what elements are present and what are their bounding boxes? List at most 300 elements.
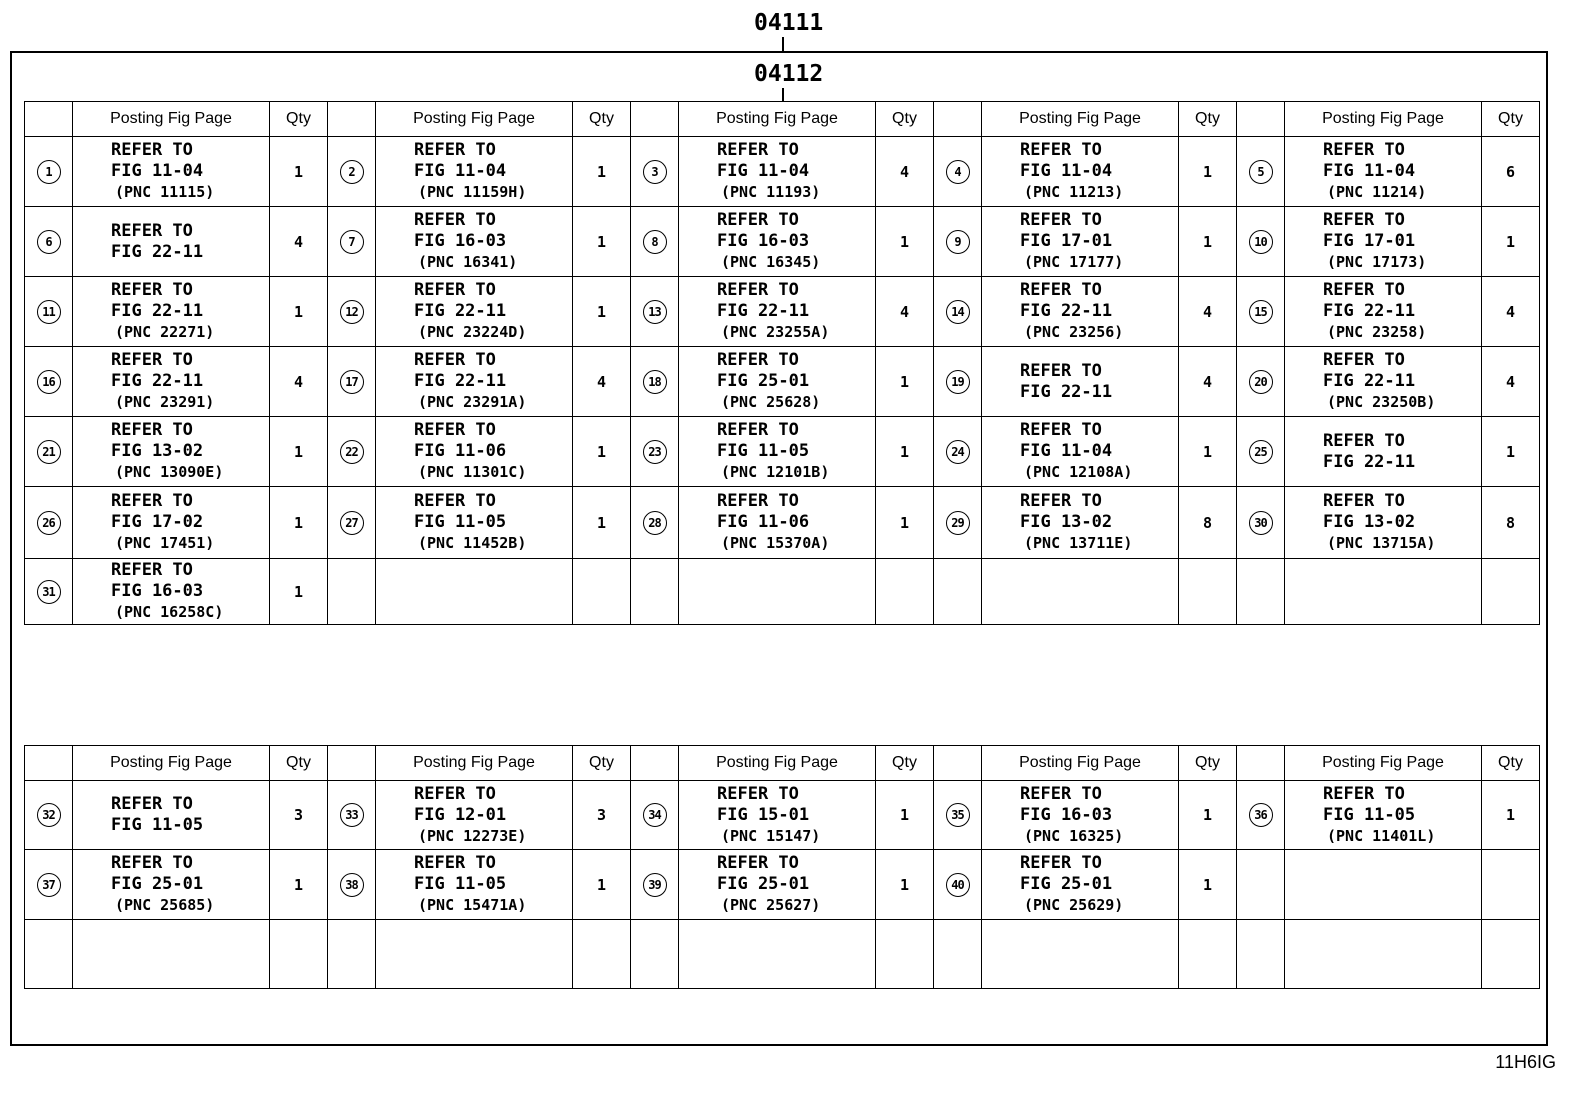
header-qty: Qty [270, 102, 328, 137]
refer-to-label: REFER TO [1020, 420, 1102, 440]
item-number-cell [1237, 417, 1285, 487]
refer-to-label: REFER TO [111, 794, 193, 814]
quantity-cell: 1 [876, 781, 934, 850]
header-posting-fig-page: Posting Fig Page [376, 746, 573, 781]
item-number-badge: 11 [37, 300, 61, 324]
pnc-reference: (PNC 17177) [1024, 253, 1124, 271]
figure-reference: FIG 11-05 [414, 874, 507, 894]
item-number-badge: 18 [643, 370, 667, 394]
header-index-cell [631, 746, 679, 781]
figure-reference: FIG 17-02 [111, 512, 204, 532]
quantity-cell: 4 [1179, 347, 1237, 417]
header-index-cell [631, 102, 679, 137]
quantity-cell [1482, 850, 1540, 920]
figure-reference: FIG 22-11 [1323, 451, 1416, 472]
quantity-cell: 1 [573, 417, 631, 487]
item-number-cell [631, 487, 679, 559]
header-qty: Qty [1482, 746, 1540, 781]
refer-to-label: REFER TO [1020, 360, 1102, 381]
posting-reference-cell [1285, 850, 1482, 920]
figure-reference: FIG 16-03 [111, 581, 204, 601]
item-number-badge: 39 [643, 873, 667, 897]
refer-to-label: REFER TO [1323, 350, 1405, 370]
table-row [25, 347, 1540, 417]
figure-reference: FIG 25-01 [717, 371, 810, 391]
item-number-cell [1237, 277, 1285, 347]
posting-reference-cell [982, 781, 1179, 850]
item-number-cell [1237, 559, 1285, 625]
item-number-cell [631, 920, 679, 989]
item-number-badge: 29 [946, 511, 970, 535]
posting-reference-cell [679, 277, 876, 347]
refer-to-label: REFER TO [414, 140, 496, 160]
header-posting-fig-page: Posting Fig Page [982, 102, 1179, 137]
posting-reference-cell [376, 920, 573, 989]
posting-reference-cell [376, 781, 573, 850]
figure-reference: FIG 16-03 [414, 231, 507, 251]
header-row [25, 102, 1540, 137]
item-number-cell [934, 487, 982, 559]
table-row [25, 559, 1540, 625]
item-number-cell [1237, 347, 1285, 417]
figure-reference: FIG 11-05 [414, 512, 507, 532]
item-number-cell [328, 850, 376, 920]
table-row [25, 417, 1540, 487]
figure-reference: FIG 11-04 [111, 161, 204, 181]
figure-reference: FIG 11-05 [717, 441, 810, 461]
posting-reference-cell [982, 417, 1179, 487]
quantity-cell: 1 [1482, 207, 1540, 277]
quantity-cell: 4 [1482, 347, 1540, 417]
figure-reference: FIG 16-03 [717, 231, 810, 251]
figure-reference: FIG 22-11 [1323, 301, 1416, 321]
item-number-cell [328, 781, 376, 850]
refer-to-label: REFER TO [1323, 491, 1405, 511]
posting-reference-cell [982, 487, 1179, 559]
refer-to-label: REFER TO [717, 491, 799, 511]
refer-to-label: REFER TO [414, 853, 496, 873]
item-number-badge: 10 [1249, 230, 1273, 254]
posting-reference-cell [1285, 559, 1482, 625]
quantity-cell [573, 559, 631, 625]
figure-reference: FIG 11-05 [1323, 804, 1416, 825]
quantity-cell: 1 [876, 487, 934, 559]
posting-reference-cell [73, 850, 270, 920]
posting-reference-cell [679, 559, 876, 625]
item-number-cell [25, 559, 73, 625]
posting-reference-cell [1285, 920, 1482, 989]
pnc-reference: (PNC 15147) [721, 826, 821, 845]
item-number-cell [328, 417, 376, 487]
header-posting-fig-page: Posting Fig Page [73, 102, 270, 137]
item-number-cell [25, 277, 73, 347]
refer-to-label: REFER TO [1020, 783, 1102, 804]
item-number-cell [631, 850, 679, 920]
quantity-cell: 1 [1179, 781, 1237, 850]
posting-reference-cell [679, 347, 876, 417]
posting-reference-cell [73, 137, 270, 207]
figure-reference: FIG 11-04 [1020, 441, 1113, 461]
figure-reference: FIG 11-06 [414, 441, 507, 461]
posting-reference-cell [376, 850, 573, 920]
posting-reference-cell [1285, 207, 1482, 277]
quantity-cell: 1 [1179, 137, 1237, 207]
quantity-cell: 1 [876, 850, 934, 920]
refer-to-label: REFER TO [414, 210, 496, 230]
item-number-badge: 20 [1249, 370, 1273, 394]
quantity-cell: 4 [1179, 277, 1237, 347]
item-number-cell [25, 207, 73, 277]
pnc-reference: (PNC 23258) [1327, 323, 1427, 341]
quantity-cell: 8 [1482, 487, 1540, 559]
quantity-cell: 1 [1179, 850, 1237, 920]
pnc-reference: (PNC 17173) [1327, 253, 1427, 271]
pnc-reference: (PNC 22271) [115, 323, 215, 341]
posting-reference-cell [679, 781, 876, 850]
posting-reference-cell [982, 277, 1179, 347]
posting-reference-cell [73, 207, 270, 277]
table-row [25, 781, 1540, 850]
item-number-badge: 33 [340, 803, 364, 827]
quantity-cell [573, 920, 631, 989]
refer-to-label: REFER TO [111, 853, 193, 873]
item-number-cell [1237, 137, 1285, 207]
figure-reference: FIG 12-01 [414, 804, 507, 825]
posting-reference-cell [376, 559, 573, 625]
top-assembly-code: 04111 [754, 10, 824, 36]
item-number-badge: 17 [340, 370, 364, 394]
header-posting-fig-page: Posting Fig Page [1285, 746, 1482, 781]
item-number-cell [25, 417, 73, 487]
table-row [25, 850, 1540, 920]
refer-to-label: REFER TO [1323, 280, 1405, 300]
refer-to-label: REFER TO [111, 350, 193, 370]
pnc-reference: (PNC 25629) [1024, 896, 1124, 914]
pnc-reference: (PNC 23291A) [418, 393, 527, 411]
posting-reference-cell [982, 207, 1179, 277]
refer-to-label: REFER TO [1323, 210, 1405, 230]
reference-table-upper [24, 101, 1540, 625]
item-number-cell [25, 347, 73, 417]
figure-reference: FIG 22-11 [717, 301, 810, 321]
refer-to-label: REFER TO [717, 140, 799, 160]
refer-to-label: REFER TO [1323, 430, 1405, 451]
figure-reference: FIG 11-05 [111, 815, 204, 835]
posting-reference-cell [376, 137, 573, 207]
posting-reference-cell [1285, 137, 1482, 207]
quantity-cell: 1 [270, 277, 328, 347]
table-row [25, 277, 1540, 347]
refer-to-label: REFER TO [1020, 853, 1102, 873]
table-row [25, 487, 1540, 559]
pnc-reference: (PNC 11115) [115, 183, 215, 201]
quantity-cell: 8 [1179, 487, 1237, 559]
item-number-badge: 5 [1249, 160, 1273, 184]
refer-to-label: REFER TO [1323, 783, 1405, 804]
quantity-cell: 3 [270, 781, 328, 850]
figure-reference: FIG 17-01 [1020, 231, 1113, 251]
posting-reference-cell [679, 920, 876, 989]
header-index-cell [1237, 746, 1285, 781]
item-number-cell [934, 920, 982, 989]
pnc-reference: (PNC 25685) [115, 896, 215, 914]
item-number-cell [631, 277, 679, 347]
quantity-cell: 1 [270, 487, 328, 559]
posting-reference-cell [73, 559, 270, 625]
quantity-cell: 1 [1482, 781, 1540, 850]
pnc-reference: (PNC 23250B) [1327, 393, 1436, 411]
pnc-reference: (PNC 25627) [721, 896, 821, 914]
refer-to-label: REFER TO [1020, 140, 1102, 160]
figure-reference: FIG 22-11 [111, 371, 204, 391]
quantity-cell: 1 [1179, 207, 1237, 277]
top-connector-line [782, 37, 784, 51]
posting-reference-cell [982, 137, 1179, 207]
quantity-cell: 3 [573, 781, 631, 850]
item-number-badge: 24 [946, 440, 970, 464]
pnc-reference: (PNC 23224D) [418, 323, 527, 341]
item-number-cell [25, 137, 73, 207]
item-number-cell [631, 781, 679, 850]
item-number-badge: 6 [37, 230, 61, 254]
refer-to-label: REFER TO [414, 280, 496, 300]
header-qty: Qty [573, 102, 631, 137]
item-number-badge: 34 [643, 803, 667, 827]
item-number-cell [25, 487, 73, 559]
figure-reference: FIG 25-01 [717, 874, 810, 894]
item-number-cell [631, 559, 679, 625]
item-number-badge: 1 [37, 160, 61, 184]
figure-reference: FIG 11-06 [717, 512, 810, 532]
pnc-reference: (PNC 11159H) [418, 183, 527, 201]
item-number-badge: 9 [946, 230, 970, 254]
item-number-cell [934, 417, 982, 487]
quantity-cell: 1 [270, 417, 328, 487]
refer-to-label: REFER TO [717, 420, 799, 440]
pnc-reference: (PNC 12101B) [721, 463, 830, 481]
item-number-badge: 38 [340, 873, 364, 897]
item-number-badge: 22 [340, 440, 364, 464]
posting-reference-cell [376, 207, 573, 277]
header-qty: Qty [1179, 746, 1237, 781]
posting-reference-cell [376, 417, 573, 487]
figure-reference: FIG 13-02 [1020, 512, 1113, 532]
inner-assembly-code: 04112 [754, 61, 824, 87]
item-number-cell [934, 347, 982, 417]
refer-to-label: REFER TO [111, 280, 193, 300]
refer-to-label: REFER TO [717, 783, 799, 804]
quantity-cell: 4 [876, 137, 934, 207]
item-number-cell [328, 920, 376, 989]
quantity-cell: 1 [270, 850, 328, 920]
posting-reference-cell [376, 277, 573, 347]
refer-to-label: REFER TO [717, 350, 799, 370]
posting-reference-cell [1285, 487, 1482, 559]
quantity-cell: 4 [1482, 277, 1540, 347]
quantity-cell: 6 [1482, 137, 1540, 207]
item-number-badge: 4 [946, 160, 970, 184]
refer-to-label: REFER TO [111, 560, 193, 580]
item-number-badge: 8 [643, 230, 667, 254]
quantity-cell [1179, 559, 1237, 625]
posting-reference-cell [376, 347, 573, 417]
figure-reference: FIG 11-04 [414, 161, 507, 181]
quantity-cell [1482, 920, 1540, 989]
figure-reference: FIG 22-11 [111, 301, 204, 321]
pnc-reference: (PNC 25628) [721, 393, 821, 411]
item-number-cell [25, 850, 73, 920]
refer-to-label: REFER TO [717, 280, 799, 300]
header-qty: Qty [573, 746, 631, 781]
header-index-cell [934, 746, 982, 781]
item-number-cell [328, 487, 376, 559]
header-index-cell [25, 746, 73, 781]
posting-reference-cell [73, 417, 270, 487]
quantity-cell: 1 [876, 347, 934, 417]
pnc-reference: (PNC 11214) [1327, 183, 1427, 201]
item-number-cell [328, 207, 376, 277]
figure-reference: FIG 22-11 [1323, 371, 1416, 391]
quantity-cell: 4 [270, 207, 328, 277]
quantity-cell: 1 [876, 207, 934, 277]
refer-to-label: REFER TO [717, 210, 799, 230]
quantity-cell: 1 [270, 137, 328, 207]
table-row [25, 137, 1540, 207]
quantity-cell: 1 [573, 207, 631, 277]
item-number-badge: 28 [643, 511, 667, 535]
pnc-reference: (PNC 13090E) [115, 463, 224, 481]
figure-reference: FIG 22-11 [414, 301, 507, 321]
header-row [25, 746, 1540, 781]
header-qty: Qty [1179, 102, 1237, 137]
item-number-cell [1237, 781, 1285, 850]
figure-reference: FIG 16-03 [1020, 804, 1113, 825]
figure-reference: FIG 22-11 [111, 241, 204, 262]
refer-to-label: REFER TO [111, 140, 193, 160]
posting-reference-cell [679, 487, 876, 559]
item-number-cell [934, 277, 982, 347]
table-row [25, 207, 1540, 277]
quantity-cell: 4 [270, 347, 328, 417]
pnc-reference: (PNC 12273E) [418, 826, 527, 845]
item-number-badge: 30 [1249, 511, 1273, 535]
quantity-cell [1179, 920, 1237, 989]
quantity-cell [270, 920, 328, 989]
item-number-badge: 36 [1249, 803, 1273, 827]
header-posting-fig-page: Posting Fig Page [376, 102, 573, 137]
item-number-cell [934, 850, 982, 920]
item-number-cell [25, 781, 73, 850]
quantity-cell [1482, 559, 1540, 625]
refer-to-label: REFER TO [1323, 140, 1405, 160]
quantity-cell [876, 920, 934, 989]
posting-reference-cell [1285, 417, 1482, 487]
header-qty: Qty [1482, 102, 1540, 137]
header-posting-fig-page: Posting Fig Page [679, 746, 876, 781]
item-number-cell [631, 417, 679, 487]
item-number-badge: 16 [37, 370, 61, 394]
item-number-badge: 19 [946, 370, 970, 394]
posting-reference-cell [1285, 781, 1482, 850]
item-number-badge: 2 [340, 160, 364, 184]
item-number-badge: 32 [37, 803, 61, 827]
item-number-cell [934, 559, 982, 625]
item-number-cell [328, 277, 376, 347]
item-number-badge: 27 [340, 511, 364, 535]
quantity-cell: 1 [573, 850, 631, 920]
posting-reference-cell [679, 850, 876, 920]
header-index-cell [328, 746, 376, 781]
pnc-reference: (PNC 23256) [1024, 323, 1124, 341]
figure-reference: FIG 17-01 [1323, 231, 1416, 251]
header-posting-fig-page: Posting Fig Page [1285, 102, 1482, 137]
posting-reference-cell [1285, 277, 1482, 347]
refer-to-label: REFER TO [717, 853, 799, 873]
header-index-cell [934, 102, 982, 137]
item-number-badge: 23 [643, 440, 667, 464]
figure-reference: FIG 11-04 [717, 161, 810, 181]
figure-reference: FIG 22-11 [1020, 381, 1113, 402]
item-number-badge: 21 [37, 440, 61, 464]
pnc-reference: (PNC 23255A) [721, 323, 830, 341]
header-qty: Qty [876, 102, 934, 137]
item-number-cell [934, 137, 982, 207]
item-number-cell [1237, 207, 1285, 277]
item-number-cell [631, 207, 679, 277]
refer-to-label: REFER TO [414, 350, 496, 370]
item-number-badge: 40 [946, 873, 970, 897]
refer-to-label: REFER TO [1020, 280, 1102, 300]
table-row [25, 920, 1540, 989]
item-number-cell [631, 137, 679, 207]
header-index-cell [328, 102, 376, 137]
header-posting-fig-page: Posting Fig Page [679, 102, 876, 137]
pnc-reference: (PNC 11301C) [418, 463, 527, 481]
header-index-cell [25, 102, 73, 137]
refer-to-label: REFER TO [111, 220, 193, 241]
figure-reference: FIG 15-01 [717, 804, 810, 825]
figure-reference: FIG 11-04 [1020, 161, 1113, 181]
pnc-reference: (PNC 11193) [721, 183, 821, 201]
pnc-reference: (PNC 17451) [115, 534, 215, 552]
quantity-cell: 1 [573, 277, 631, 347]
pnc-reference: (PNC 15471A) [418, 896, 527, 914]
posting-reference-cell [982, 920, 1179, 989]
item-number-badge: 31 [37, 580, 61, 604]
posting-reference-cell [982, 559, 1179, 625]
quantity-cell: 1 [1179, 417, 1237, 487]
item-number-cell [934, 781, 982, 850]
posting-reference-cell [679, 137, 876, 207]
figure-reference: FIG 13-02 [1323, 512, 1416, 532]
reference-table-lower [24, 745, 1540, 989]
refer-to-label: REFER TO [111, 420, 193, 440]
item-number-badge: 3 [643, 160, 667, 184]
item-number-badge: 35 [946, 803, 970, 827]
pnc-reference: (PNC 16325) [1024, 826, 1124, 845]
figure-reference: FIG 22-11 [414, 371, 507, 391]
item-number-badge: 15 [1249, 300, 1273, 324]
item-number-cell [25, 920, 73, 989]
quantity-cell: 1 [573, 487, 631, 559]
item-number-cell [934, 207, 982, 277]
quantity-cell: 1 [573, 137, 631, 207]
figure-reference: FIG 11-04 [1323, 161, 1416, 181]
item-number-badge: 26 [37, 511, 61, 535]
refer-to-label: REFER TO [1020, 491, 1102, 511]
item-number-badge: 7 [340, 230, 364, 254]
item-number-badge: 14 [946, 300, 970, 324]
